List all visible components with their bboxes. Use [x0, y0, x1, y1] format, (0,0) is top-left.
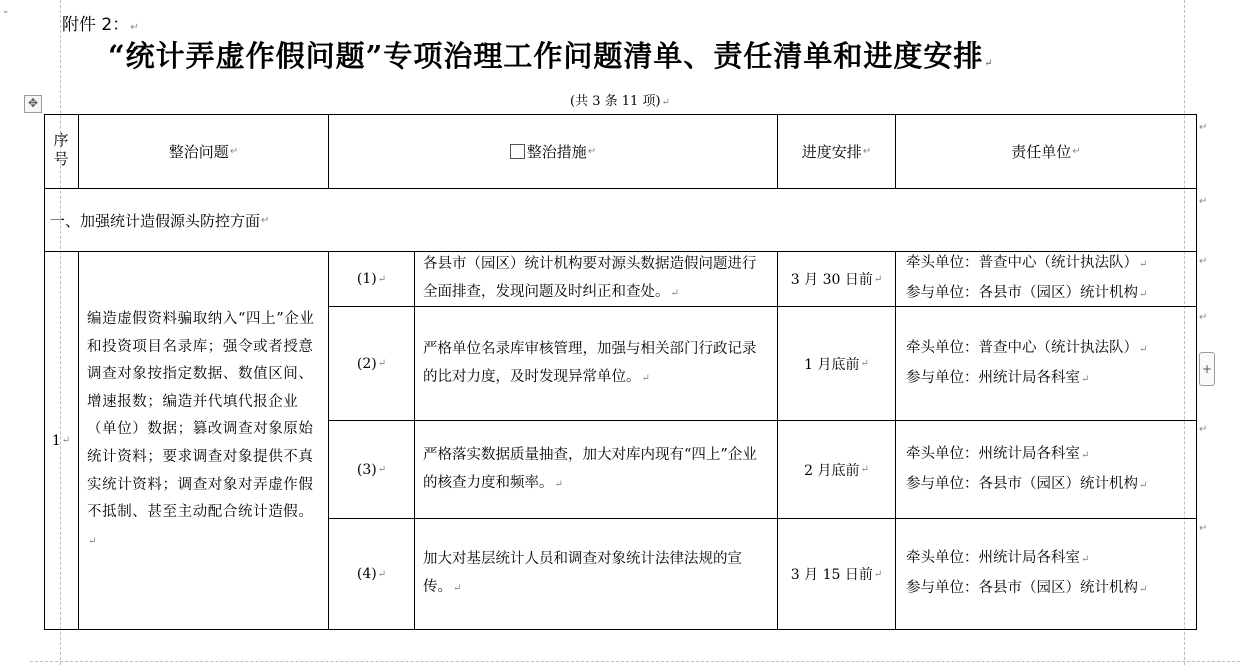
measure-index: (4) ↵ [329, 519, 415, 630]
corner-arrow-icon: ⌄ [2, 6, 10, 16]
table-move-handle-icon[interactable]: ✥ [24, 95, 42, 113]
measure-schedule: 3 月 30 日前 ↵ [778, 252, 896, 307]
header-problem: 整治问题 ↵ [79, 114, 329, 189]
measure-text: 加大对基层统计人员和调查对象统计法律法规的宣传。↵ [415, 519, 778, 630]
measure-index: (2) ↵ [329, 307, 415, 421]
measure-text: 严格落实数据质量抽查，加大对库内现有“四上”企业的核查力度和频率。↵ [415, 421, 778, 519]
header-schedule: 进度安排 ↵ [778, 114, 896, 189]
table: 序号 整治问题 ↵ 整治措施 ↵ 进度安排 ↵ 责任单位 ↵ 一、加强统计造假源头防控方面 ↵ 1 ↵ 编造虚假资料骗取纳入“四上”企业和投资项目名录库；强令或者授意调查对象按指定数据、数值区间、增速报数；编造并代填代报企业（单位）数据；篡改调查对象原始统计资料；要求调查对象提供不真实统计资料；调查对象对弄虚作假不抵制、甚至主动配合统计造假。↵ (1) ↵ 各县市（园区）统计机构要对源头数据造假问题进行全面排查，发现问题及时纠正和查处。↵ 3 月 30 日前 ↵ 牵头单位：普查中心（统计执法队）↵ 参与单位：各县市（园区）统计机构↵ (2) ↵ 严格单位名录库审核管理，加强与相关部门行政记录的比对力度，及时发现异常单位。↵ 1 月底前 ↵ 牵头单位：普查中心（统计执法队）↵ 参与单位：州统计局各科室↵ (3) ↵ 严格落实数据质量抽查，加大对库内现有“四上”企业的核查力度和频率。↵ 2 月底前 ↵ 牵头单位：州统计局各科室↵ 参与单位：各县市（园区）统计机构↵ (4) ↵ 加大对基层统计人员和调查对象统计法律法规的宣传。↵ 3 月 15 日前 ↵ 牵头单位：州统计局各科室↵ 参与单位：各县市（园区）统计机构↵ ↵ ↵ ↵ ↵ ↵ ↵ [0, 0, 1240, 665]
header-seq: 序号 [44, 114, 79, 189]
measure-schedule: 3 月 15 日前 ↵ [778, 519, 896, 630]
measure-index: (1) ↵ [329, 252, 415, 307]
measure-schedule: 1 月底前 ↵ [778, 307, 896, 421]
header-responsible: 责任单位 ↵ [896, 114, 1197, 189]
measure-responsible: 牵头单位：普查中心（统计执法队）↵ 参与单位：各县市（园区）统计机构↵ [896, 252, 1197, 307]
attachment-label: 附件 2：↵ [62, 15, 139, 35]
header-measures: 整治措施 ↵ [329, 114, 778, 189]
measure-responsible: 牵头单位：州统计局各科室↵ 参与单位：各县市（园区）统计机构↵ [896, 519, 1197, 630]
add-column-icon[interactable]: + [1199, 352, 1215, 386]
document-title: “统计弄虚作假问题”专项治理工作问题清单、责任清单和进度安排↵ [108, 39, 994, 73]
measure-text: 各县市（园区）统计机构要对源头数据造假问题进行全面排查，发现问题及时纠正和查处。↵ [415, 252, 778, 307]
measure-responsible: 牵头单位：州统计局各科室↵ 参与单位：各县市（园区）统计机构↵ [896, 421, 1197, 519]
measure-responsible: 牵头单位：普查中心（统计执法队）↵ 参与单位：州统计局各科室↵ [896, 307, 1197, 421]
section-heading: 一、加强统计造假源头防控方面 ↵ [44, 189, 1197, 252]
document-subtitle: (共 3 条 11 项)↵ [570, 94, 670, 109]
row-number: 1 ↵ [44, 252, 79, 630]
measure-text: 严格单位名录库审核管理，加强与相关部门行政记录的比对力度，及时发现异常单位。↵ [415, 307, 778, 421]
checkbox-icon [510, 144, 525, 159]
measure-index: (3) ↵ [329, 421, 415, 519]
measure-schedule: 2 月底前 ↵ [778, 421, 896, 519]
problem-description: 编造虚假资料骗取纳入“四上”企业和投资项目名录库；强令或者授意调查对象按指定数据、数值区间、增速报数；编造并代填代报企业（单位）数据；篡改调查对象原始统计资料；要求调查对象提供不真实统计资料；调查对象对弄虚作假不抵制、甚至主动配合统计造假。↵ [79, 252, 329, 630]
